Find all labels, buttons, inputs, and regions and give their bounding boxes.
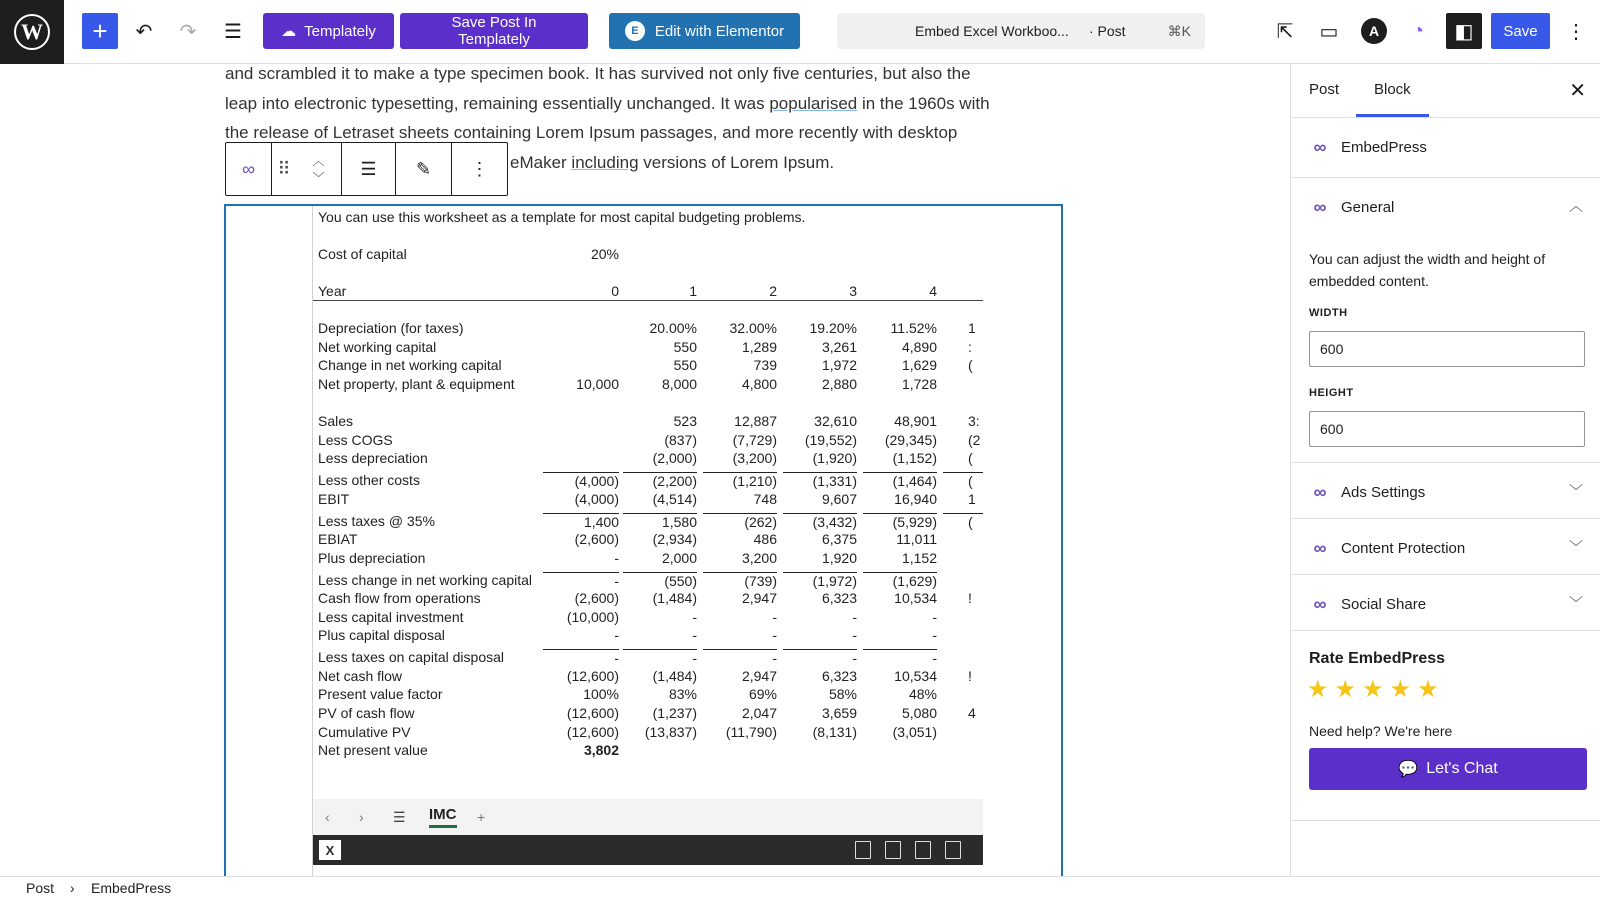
table-cell: (1,464): [863, 472, 937, 489]
table-cell: 6,323: [821, 590, 857, 606]
add-block-button[interactable]: +: [82, 13, 118, 49]
rate-panel: [1291, 631, 1600, 821]
options-menu-button[interactable]: [1558, 13, 1594, 49]
table-cell: 10,534: [894, 668, 937, 684]
rating-stars[interactable]: [1307, 675, 1439, 704]
row-label: Plus depreciation: [318, 550, 426, 566]
table-cell: -: [692, 627, 697, 643]
chevron-left-icon[interactable]: ‹: [325, 809, 330, 825]
external-link-icon: ⇱: [1276, 20, 1294, 43]
row-label: Depreciation (for taxes): [318, 320, 464, 336]
row-label: Less COGS: [318, 432, 393, 448]
table-cell: (5,929): [863, 513, 937, 530]
table-cell: 1,400: [543, 513, 619, 530]
star-icon[interactable]: ★: [1334, 676, 1357, 703]
table-cell: (: [943, 472, 983, 489]
table-cell: 5,080: [901, 705, 937, 721]
table-cell: -: [932, 627, 937, 643]
table-cell: (1,484): [652, 668, 697, 684]
table-cell: -: [543, 649, 619, 666]
table-cell: (11,790): [725, 724, 777, 740]
breadcrumb-post[interactable]: Post: [26, 880, 55, 896]
row-label: Cash flow from operations: [318, 590, 481, 606]
table-cell: -: [623, 649, 697, 666]
settings-sidebar: [1290, 64, 1600, 876]
table-row: [313, 724, 983, 743]
embedpress-icon: ∞: [1313, 136, 1327, 157]
general-description: You can adjust the width and height of embedded content.: [1309, 251, 1546, 289]
table-cell: -: [932, 609, 937, 625]
chevron-down-icon[interactable]: ﹀: [312, 171, 325, 185]
spell-link-popularised: popularised: [769, 93, 858, 113]
breadcrumb-embedpress[interactable]: EmbedPress: [91, 880, 172, 896]
table-cell: (: [968, 450, 973, 466]
table-cell: 6,375: [821, 531, 857, 547]
table-row: [313, 376, 983, 395]
row-label: PV of cash flow: [318, 705, 415, 721]
row-label: Plus capital disposal: [318, 627, 445, 643]
document-overview-button[interactable]: [215, 13, 251, 49]
row-label: Less capital investment: [318, 609, 464, 625]
row-label: Less change in net working capital: [318, 572, 533, 588]
table-cell: 48,901: [894, 413, 937, 429]
table-cell: 48%: [908, 686, 937, 702]
more-vertical-icon: ⋮: [470, 158, 489, 179]
npv-row: Net present value 3,802: [318, 742, 619, 758]
cost-of-capital-label: Cost of capital: [318, 246, 407, 262]
editor-canvas: [0, 64, 1290, 876]
paragraph-block[interactable]: and scrambled it to make a type specimen book. It has survived not only five centuries, but also the leap into electronic typesetting, remaining essentially unchanged. It was popularised in the 1960s with the release of Letraset sheets containing Lorem Ipsum passages, and more recently with desktop eMaker including versions of Lorem Ipsum.: [225, 64, 990, 172]
row-label: Less taxes @ 35%: [318, 513, 435, 529]
table-cell: 11.52%: [890, 320, 937, 336]
table-cell: (262): [703, 513, 777, 530]
excel-worksheet[interactable]: [312, 206, 982, 876]
chevron-up-icon[interactable]: ︿: [312, 154, 325, 168]
command-palette-bar[interactable]: [837, 13, 1205, 49]
table-row: [313, 413, 983, 432]
table-cell: (: [968, 357, 973, 373]
table-cell: (1,920): [812, 450, 857, 466]
star-icon[interactable]: ★: [1307, 676, 1329, 703]
row-label: EBIT: [318, 491, 350, 507]
table-cell: (1,210): [703, 472, 777, 489]
table-row: [313, 472, 983, 491]
table-row: [313, 590, 983, 609]
table-cell: 1,728: [901, 376, 937, 392]
table-cell: 1,289: [741, 339, 777, 355]
row-label: Cumulative PV: [318, 724, 411, 740]
table-cell: !: [968, 668, 972, 684]
table-cell: -: [543, 572, 619, 589]
align-center-icon: ☰: [360, 158, 377, 179]
table-cell: (12,600): [566, 705, 619, 721]
wordpress-icon: W: [14, 14, 50, 50]
tab-post[interactable]: Post: [1309, 81, 1340, 98]
edit-button[interactable]: [396, 143, 452, 195]
editor-header: [0, 0, 1600, 64]
table-cell: 1,629: [901, 357, 937, 373]
chevron-right-icon[interactable]: ›: [359, 809, 364, 825]
block-card: [1291, 118, 1600, 178]
row-label: Less other costs: [318, 472, 420, 488]
table-cell: 1,972: [821, 357, 857, 373]
table-cell: (837): [664, 432, 697, 448]
preview-button[interactable]: [1311, 13, 1347, 49]
more-vertical-icon: ⋮: [1566, 20, 1586, 43]
wordpress-logo-button[interactable]: [0, 0, 64, 64]
table-cell: 2,947: [741, 590, 777, 606]
table-cell: 1,920: [821, 550, 857, 566]
row-label: Change in net working capital: [318, 357, 502, 373]
table-row: [313, 572, 983, 591]
table-cell: 12,887: [734, 413, 777, 429]
sidebar-icon: ◧: [1454, 20, 1474, 43]
table-cell: 4,800: [741, 376, 777, 392]
settings-sidebar-toggle[interactable]: [1446, 13, 1482, 49]
table-cell: 9,607: [821, 491, 857, 507]
table-cell: 2,947: [741, 668, 777, 684]
table-cell: (3,200): [732, 450, 777, 466]
height-input[interactable]: [1309, 411, 1585, 447]
table-cell: (29,345): [884, 432, 937, 448]
table-cell: 1,580: [623, 513, 697, 530]
save-in-templately-button[interactable]: Save Post In Templately: [400, 13, 588, 49]
general-panel-toggle[interactable]: ∞ General: [1309, 196, 1394, 218]
table-cell: (1,152): [892, 450, 937, 466]
reading-view-icon[interactable]: [915, 841, 931, 859]
general-panel: [1291, 178, 1600, 463]
excel-icon: X: [319, 840, 341, 860]
table-cell: -: [783, 649, 857, 666]
chevron-up-icon[interactable]: ︿: [1569, 198, 1583, 214]
fullscreen-icon[interactable]: [945, 841, 961, 859]
table-cell: 3,200: [741, 550, 777, 566]
table-row: [313, 609, 983, 628]
block-name: EmbedPress: [1341, 138, 1427, 156]
sidebar-tabs: [1291, 64, 1600, 118]
chevron-down-icon[interactable]: ﹀: [1569, 595, 1583, 611]
width-input[interactable]: [1309, 331, 1585, 367]
undo-icon: ↶: [135, 20, 153, 43]
undo-button[interactable]: [126, 13, 162, 49]
row-label: Net cash flow: [318, 668, 403, 684]
table-cell: (: [943, 513, 983, 530]
table-row: [313, 491, 983, 510]
table-cell: 19.20%: [809, 320, 857, 336]
table-cell: (4,000): [543, 472, 619, 489]
table-cell: 16,940: [894, 491, 937, 507]
elementor-icon: E: [625, 21, 645, 41]
table-cell: (4,000): [574, 491, 619, 507]
move-buttons[interactable]: [296, 143, 342, 195]
table-cell: :: [968, 339, 972, 355]
chevron-down-icon[interactable]: ﹀: [1569, 539, 1583, 555]
close-icon[interactable]: ✕: [1569, 80, 1586, 102]
embedpress-icon: ∞: [1313, 196, 1327, 217]
astra-button[interactable]: [1356, 13, 1392, 49]
pencil-icon: ✎: [415, 158, 432, 179]
table-cell: 1: [968, 491, 976, 507]
table-cell: 4: [968, 705, 976, 721]
table-cell: 83%: [668, 686, 697, 702]
block-toolbar: [225, 142, 508, 196]
table-cell: -: [852, 627, 857, 643]
embedpress-icon: ∞: [1313, 593, 1327, 614]
chat-icon: 💬: [1398, 761, 1419, 778]
table-cell: 1,152: [901, 550, 937, 566]
document-kind: · Post: [1089, 23, 1126, 39]
height-label: HEIGHT: [1309, 387, 1354, 399]
table-cell: 550: [673, 339, 697, 355]
row-label: Net property, plant & equipment: [318, 376, 515, 392]
breadcrumb: [0, 876, 1600, 898]
table-cell: -: [614, 627, 619, 643]
table-cell: 32,610: [814, 413, 857, 429]
table-cell: (739): [703, 572, 777, 589]
drag-handle-icon[interactable]: ⠿: [277, 158, 291, 179]
seo-button[interactable]: [1400, 13, 1436, 49]
table-cell: (2,934): [652, 531, 697, 547]
spell-link-including: including: [571, 152, 639, 172]
redo-icon: ↷: [179, 20, 197, 43]
year-header-row: Year 0 1 2 3 4: [318, 283, 937, 299]
table-cell: (2,600): [574, 531, 619, 547]
table-cell: 69%: [748, 686, 777, 702]
seo-gauge-icon: ◔: [1411, 19, 1425, 42]
table-cell: (1,237): [652, 705, 697, 721]
table-row: [313, 531, 983, 550]
table-cell: (2,000): [652, 450, 697, 466]
table-cell: (4,514): [652, 491, 697, 507]
sheet-intro: You can use this worksheet as a template for most capital budgeting problems.: [318, 209, 806, 225]
table-cell: 3,261: [821, 339, 857, 355]
table-cell: (13,837): [644, 724, 697, 740]
table-row: [313, 339, 983, 358]
row-label: Net working capital: [318, 339, 437, 355]
table-cell: (7,729): [732, 432, 777, 448]
table-cell: (2: [968, 432, 981, 448]
table-cell: -: [852, 609, 857, 625]
embedpress-icon: ∞: [1313, 481, 1327, 502]
row-label: Sales: [318, 413, 354, 429]
save-icon[interactable]: [885, 841, 901, 859]
table-cell: 550: [673, 357, 697, 373]
table-cell: -: [614, 550, 619, 566]
table-row: [313, 432, 983, 451]
embedpress-block-icon[interactable]: ∞: [226, 143, 272, 195]
table-cell: 3:: [968, 413, 980, 429]
table-cell: 6,323: [821, 668, 857, 684]
ads-settings-panel[interactable]: ∞ Ads Settings ﹀: [1291, 463, 1600, 519]
row-label: EBIAT: [318, 531, 358, 547]
table-cell: (1,331): [783, 472, 857, 489]
table-cell: 20.00%: [649, 320, 697, 336]
table-row: [313, 668, 983, 687]
block-options-button[interactable]: [452, 143, 507, 195]
table-row: [313, 450, 983, 469]
table-cell: 486: [753, 531, 777, 547]
row-label: Present value factor: [318, 686, 443, 702]
table-cell: 32.00%: [729, 320, 777, 336]
lets-chat-button[interactable]: 💬 Let's Chat: [1309, 748, 1587, 790]
table-cell: (19,552): [804, 432, 857, 448]
edit-with-elementor-button[interactable]: E Edit with Elementor: [609, 13, 800, 49]
table-cell: 8,000: [661, 376, 697, 392]
rate-title: Rate EmbedPress: [1309, 650, 1446, 667]
view-post-button[interactable]: [1267, 13, 1303, 49]
table-row: [313, 686, 983, 705]
table-cell: !: [968, 590, 972, 606]
templately-button[interactable]: ☁ Templately: [263, 13, 394, 49]
table-cell: (1,972): [783, 572, 857, 589]
save-button[interactable]: Save: [1491, 13, 1550, 49]
templately-icon: ☁: [281, 23, 297, 40]
table-cell: 2,000: [661, 550, 697, 566]
align-button[interactable]: [342, 143, 396, 195]
table-cell: 58%: [828, 686, 857, 702]
table-cell: 739: [753, 357, 777, 373]
table-cell: 748: [753, 491, 777, 507]
add-sheet-icon[interactable]: +: [477, 809, 486, 825]
table-cell: (1,484): [652, 590, 697, 606]
tab-block[interactable]: Block: [1374, 81, 1411, 98]
laptop-icon: ▭: [1319, 20, 1339, 43]
table-row: [313, 649, 983, 668]
table-cell: 100%: [583, 686, 619, 702]
row-label: Less taxes on capital disposal: [318, 649, 504, 665]
table-row: [313, 627, 983, 646]
row-label: Less depreciation: [318, 450, 428, 466]
download-icon[interactable]: [855, 841, 871, 859]
table-cell: (2,200): [623, 472, 697, 489]
table-cell: 2,047: [741, 705, 777, 721]
table-cell: (2,600): [574, 590, 619, 606]
table-cell: 3,659: [821, 705, 857, 721]
table-cell: 523: [673, 413, 697, 429]
table-row: [313, 550, 983, 569]
table-cell: -: [863, 649, 937, 666]
table-cell: (8,131): [812, 724, 857, 740]
table-cell: (1,629): [863, 572, 937, 589]
all-sheets-icon[interactable]: ☰: [393, 808, 406, 825]
table-cell: (12,600): [566, 668, 619, 684]
embedpress-icon: ∞: [1313, 537, 1327, 558]
table-row: [313, 705, 983, 724]
table-cell: -: [692, 609, 697, 625]
table-cell: (3,051): [892, 724, 937, 740]
table-cell: 2,880: [821, 376, 857, 392]
table-cell: 11,011: [896, 531, 937, 547]
table-cell: -: [703, 649, 777, 666]
table-cell: (10,000): [566, 609, 619, 625]
table-cell: (3,432): [783, 513, 857, 530]
table-cell: 4,890: [901, 339, 937, 355]
table-cell: (550): [623, 572, 697, 589]
help-text: Need help? We're here: [1309, 723, 1453, 739]
table-row: [313, 513, 983, 532]
star-icon[interactable]: ★: [1362, 676, 1384, 703]
chevron-down-icon[interactable]: ﹀: [1569, 483, 1583, 499]
social-share-panel[interactable]: ∞ Social Share ﹀: [1291, 575, 1600, 631]
table-cell: 10,000: [576, 376, 619, 392]
table-cell: -: [772, 609, 777, 625]
content-protection-panel[interactable]: ∞ Content Protection ﹀: [1291, 519, 1600, 575]
npv-value: 3,802: [583, 742, 619, 758]
table-cell: 10,534: [894, 590, 937, 606]
star-icon[interactable]: ★: [1417, 676, 1439, 703]
table-cell: -: [772, 627, 777, 643]
table-cell: (12,600): [566, 724, 619, 740]
shortcut-hint: ⌘K: [1167, 22, 1191, 39]
table-cell: 1: [968, 320, 976, 336]
sheet-tab-imc[interactable]: IMC: [429, 806, 457, 828]
embed-excel-frame[interactable]: [224, 204, 1063, 876]
star-icon[interactable]: ★: [1389, 676, 1412, 703]
width-label: WIDTH: [1309, 307, 1348, 319]
breadcrumb-separator-icon: ›: [70, 880, 75, 896]
list-view-icon: ☰: [224, 20, 242, 43]
table-row: [313, 357, 983, 376]
table-row: [313, 320, 983, 339]
astra-icon: A: [1361, 18, 1387, 44]
redo-button[interactable]: [170, 13, 206, 49]
excel-status-bar: [313, 835, 983, 865]
document-title: Embed Excel Workboo...: [915, 23, 1069, 39]
cost-of-capital-value: 20%: [590, 246, 619, 262]
sheet-tabs-bar: [313, 799, 983, 835]
